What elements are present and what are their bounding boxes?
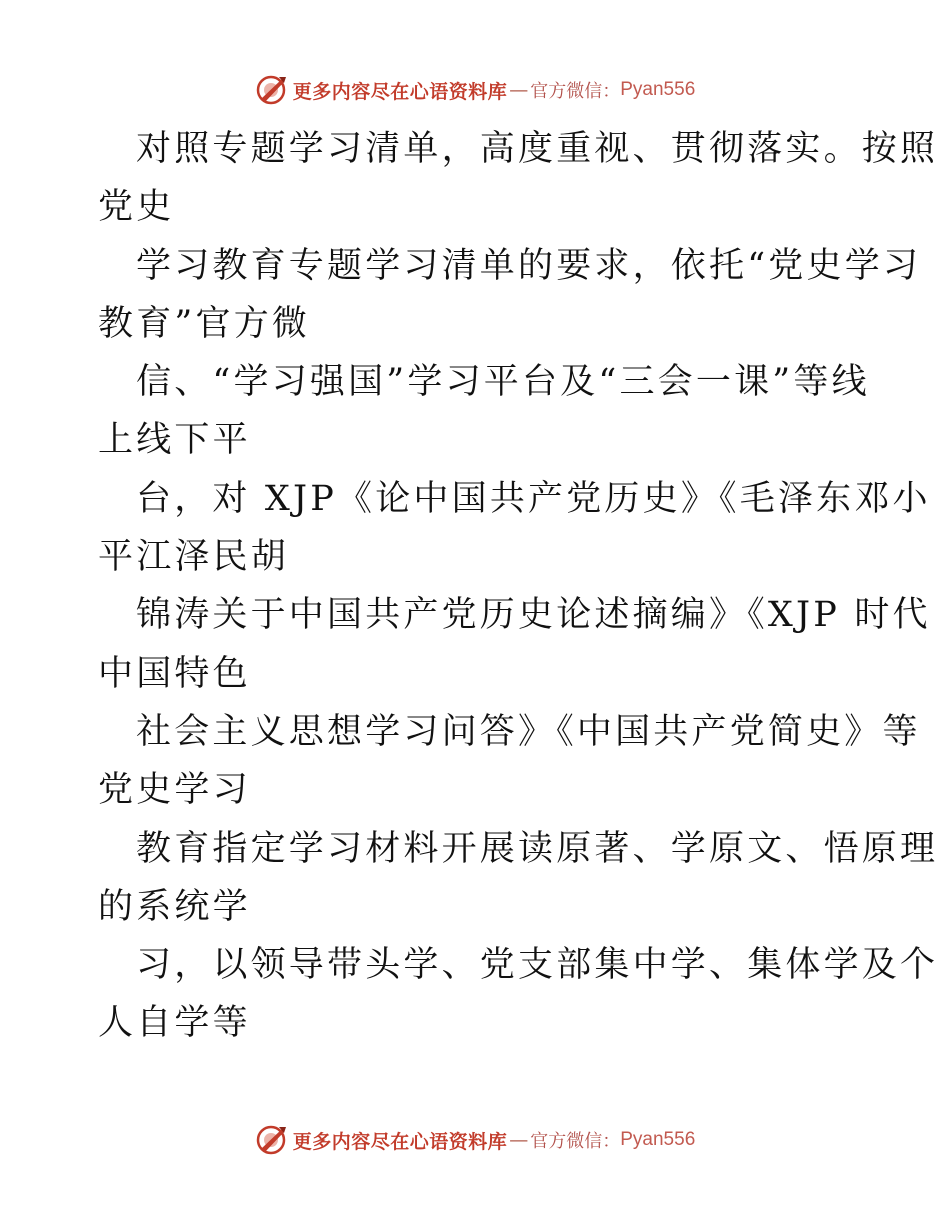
text-line: 中国特色 bbox=[98, 653, 251, 694]
text-line: 党史学习 bbox=[98, 770, 251, 811]
text-line: 的系统学 bbox=[98, 886, 251, 927]
banner-wechat-id: Pyan556 bbox=[620, 79, 696, 100]
text-line: 人自学等 bbox=[98, 1003, 251, 1044]
text-line: 平江泽民胡 bbox=[98, 537, 290, 578]
text-line: 社会主义思想学习问答》《中国共产党简史》等 bbox=[136, 711, 921, 752]
text-line: 习，以领导带头学、党支部集中学、集体学及个 bbox=[136, 945, 939, 986]
text-line: 教育指定学习材料开展读原著、学原文、悟原理 bbox=[136, 828, 939, 869]
document-body bbox=[98, 120, 939, 1053]
header-banner bbox=[0, 70, 950, 110]
banner-dash: — bbox=[509, 79, 529, 101]
text-line: 教育”官方微 bbox=[98, 303, 311, 344]
banner-title: 更多内容尽在心语资料库 bbox=[292, 80, 508, 103]
text-line: 锦涛关于中国共产党历史论述摘编》《XJP 时代 bbox=[136, 595, 931, 636]
logo-icon bbox=[255, 73, 289, 107]
text-line: 上线下平 bbox=[98, 420, 251, 461]
banner-wechat-label: 官方微信： bbox=[530, 1131, 621, 1152]
text-line: 党史 bbox=[98, 187, 175, 228]
text-line: 信、“学习强国”学习平台及“三会一课”等线 bbox=[136, 362, 870, 403]
banner-dash: — bbox=[509, 1129, 529, 1151]
logo-icon bbox=[255, 1123, 289, 1157]
text-line: 台，对 XJP《论中国共产党历史》《毛泽东邓小 bbox=[136, 478, 931, 519]
banner-wechat-label: 官方微信： bbox=[530, 81, 621, 102]
banner-wechat-id: Pyan556 bbox=[620, 1129, 696, 1150]
text-line: 学习教育专题学习清单的要求，依托“党史学习 bbox=[136, 245, 922, 286]
text-line: 对照专题学习清单，高度重视、贯彻落实。按照 bbox=[136, 129, 939, 169]
footer-banner bbox=[0, 1120, 950, 1160]
banner-title: 更多内容尽在心语资料库 bbox=[292, 1130, 508, 1153]
